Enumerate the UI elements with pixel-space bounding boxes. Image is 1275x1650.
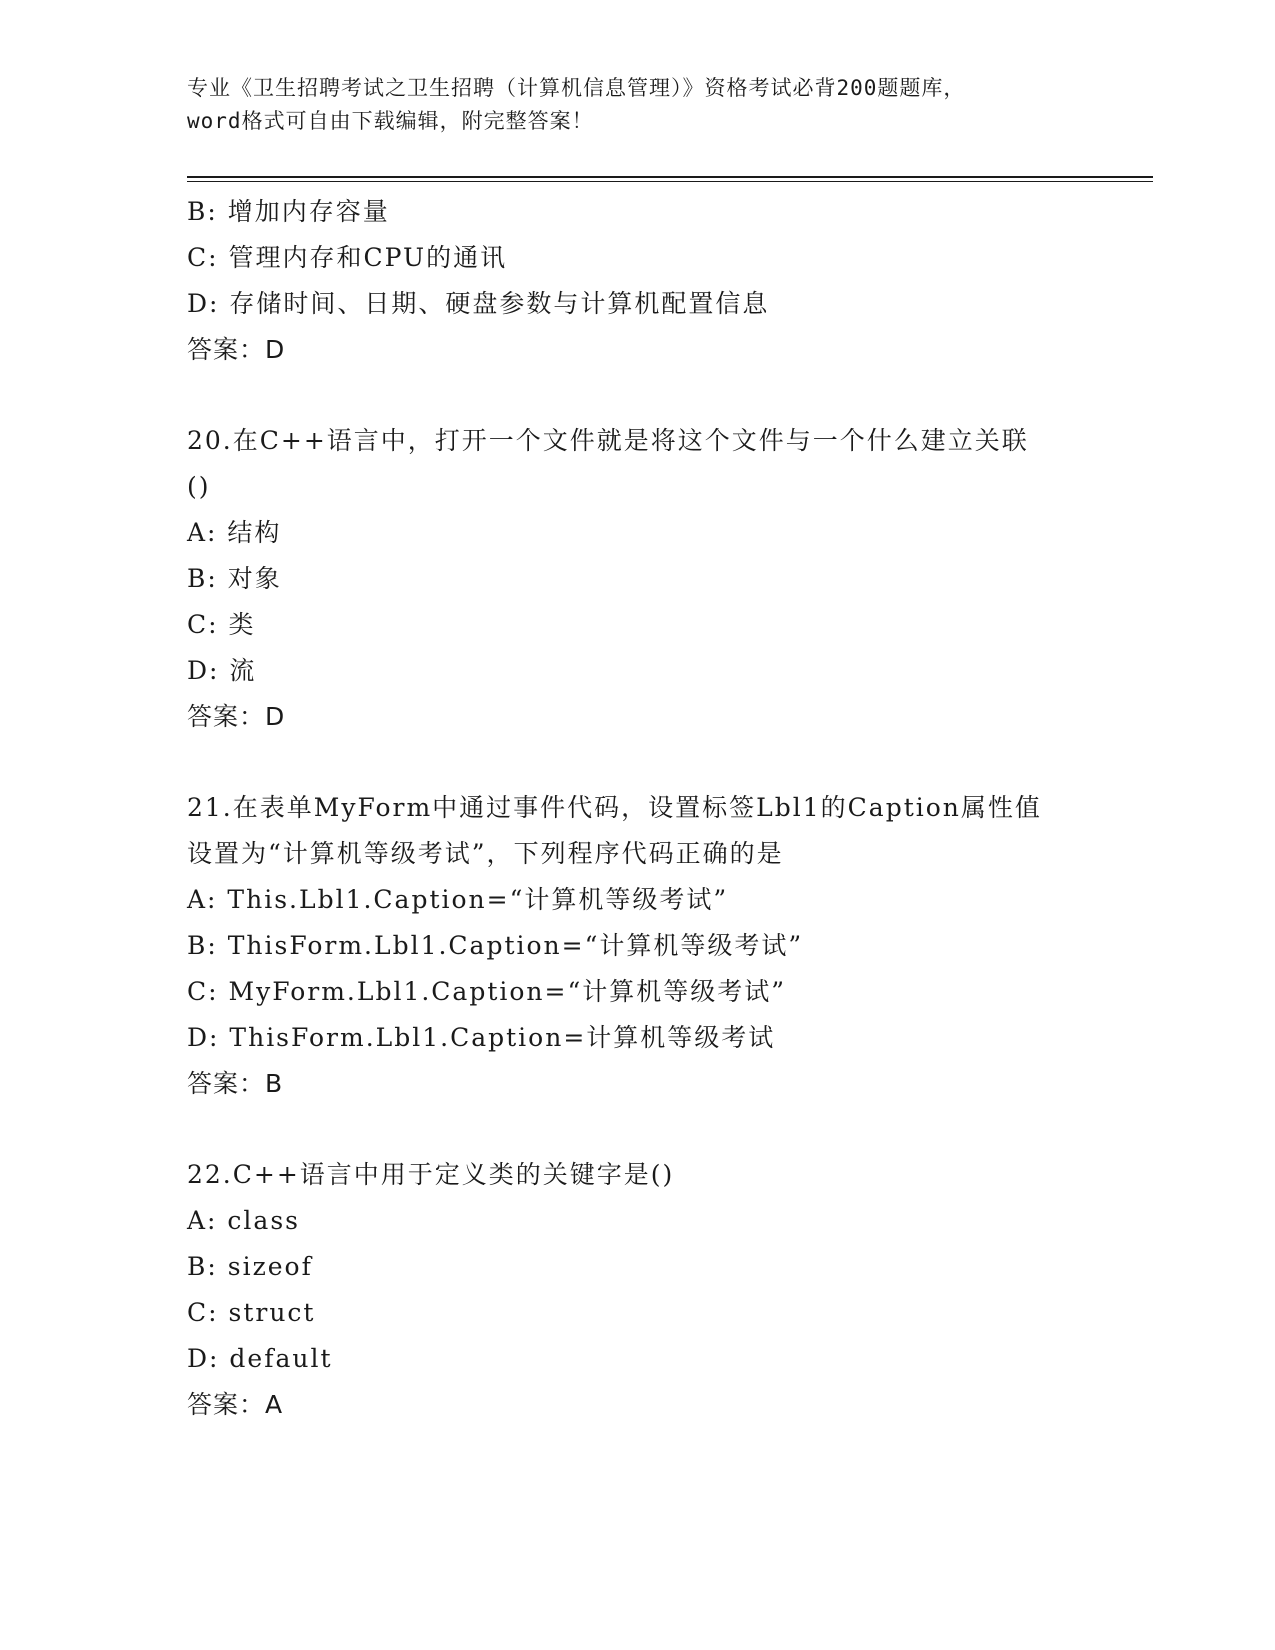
option-b: B: sizeof (187, 1252, 313, 1281)
option-d: D: default (187, 1344, 333, 1373)
answer-line: 答案：D (187, 335, 286, 364)
option-a: A: This.Lbl1.Caption=“计算机等级考试” (187, 885, 729, 914)
header-divider-thick (187, 176, 1153, 178)
question-20 (187, 418, 1087, 740)
header-line-1: 专业《卫生招聘考试之卫生招聘（计算机信息管理）》资格考试必背200题题库， (187, 76, 966, 100)
option-c: C: MyForm.Lbl1.Caption=“计算机等级考试” (187, 977, 787, 1006)
option-d: D: 流 (187, 656, 257, 685)
question-stem: 21.在表单MyForm中通过事件代码，设置标签Lbl1的Caption属性值 (187, 793, 1042, 822)
question-22 (187, 1152, 1087, 1428)
option-b: B: ThisForm.Lbl1.Caption=“计算机等级考试” (187, 931, 804, 960)
question-stem: 20.在C++语言中，打开一个文件就是将这个文件与一个什么建立关联 (187, 426, 1029, 455)
spacer (187, 373, 1087, 418)
question-stem-continued: () (187, 472, 211, 501)
header-line-2: word格式可自由下载编辑，附完整答案！ (187, 109, 594, 133)
answer-line: 答案：B (187, 1069, 284, 1098)
answer-line: 答案：D (187, 702, 286, 731)
option-b: B: 增加内存容量 (187, 197, 390, 226)
question-stem: 22.C++语言中用于定义类的关键字是() (187, 1160, 675, 1189)
spacer (187, 740, 1087, 785)
option-a: A: 结构 (187, 518, 282, 547)
question-21 (187, 785, 1087, 1107)
document-header (187, 72, 1087, 138)
option-c: C: struct (187, 1298, 316, 1327)
option-c: C: 管理内存和CPU的通讯 (187, 243, 508, 272)
question-list (187, 189, 1087, 1428)
question-stem-continued: 设置为“计算机等级考试”，下列程序代码正确的是 (187, 839, 784, 868)
option-c: C: 类 (187, 610, 256, 639)
option-d: D: 存储时间、日期、硬盘参数与计算机配置信息 (187, 289, 770, 318)
spacer (187, 1107, 1087, 1152)
option-d: D: ThisForm.Lbl1.Caption=计算机等级考试 (187, 1023, 776, 1052)
header-divider-thin (187, 181, 1153, 182)
option-b: B: 对象 (187, 564, 282, 593)
answer-line: 答案：A (187, 1390, 284, 1419)
question-19-continued (187, 189, 1087, 373)
option-a: A: class (187, 1206, 300, 1235)
